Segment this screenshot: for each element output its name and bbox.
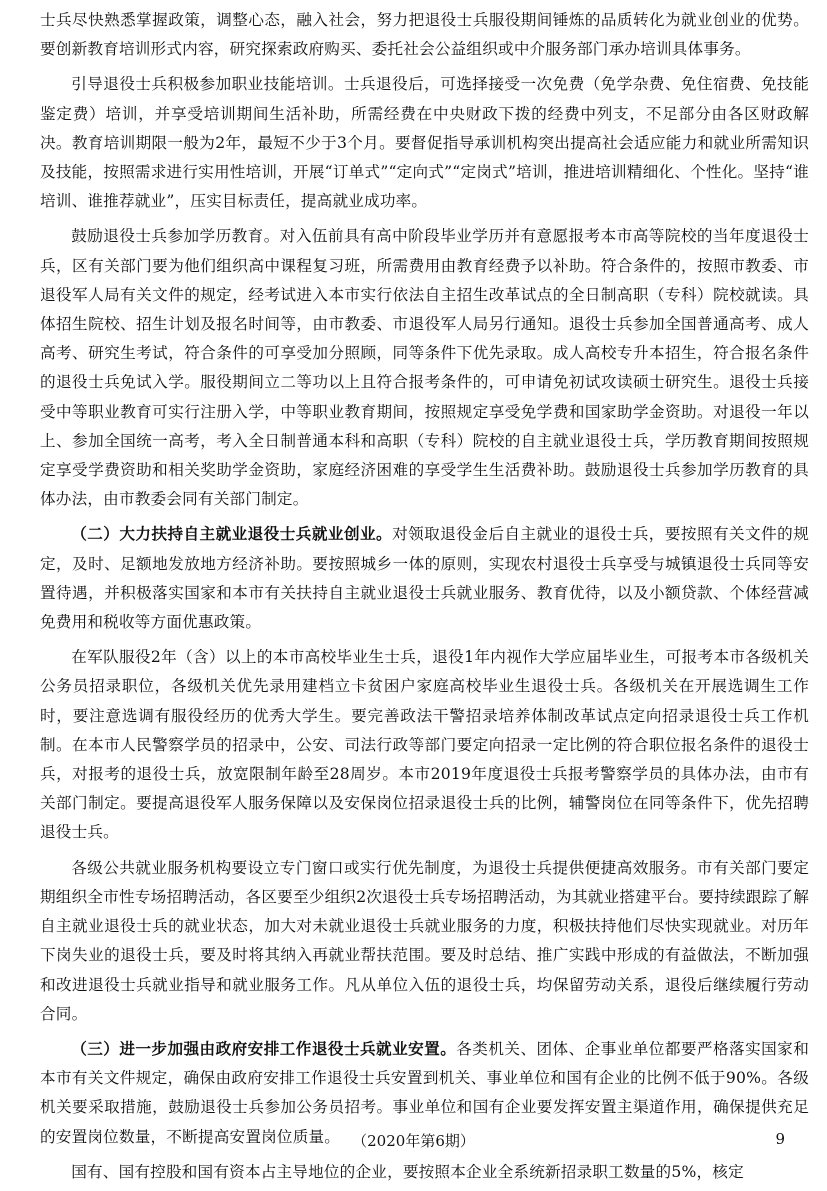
page-footer (0, 1130, 827, 1154)
page-number: 9 (775, 1130, 785, 1148)
section-heading: （二）大力扶持自主就业退役士兵就业创业。 (71, 525, 393, 544)
paragraph-2 (40, 70, 809, 216)
paragraph-1 (40, 6, 809, 64)
paragraph-8 (40, 1158, 809, 1187)
issue-label: （2020年第6期） (352, 1132, 475, 1150)
paragraph-text: 引导退役士兵积极参加职业技能培训。士兵退役后，可选择接受一次免费（免学杂费、免住宿费、免技能鉴定费）培训，并享受培训期间生活补助，所需经费在中央财政下拨的经费中列支，不足部分由各区财政解决。教育培训期限一般为2年，最短不少于3个月。要督促指导承训机构突出提高社会适应能力和就业所需知识及技能，按照需求进行实用性培训，开展“订单式”“定向式”“定岗式”培训，推进培训精细化、个性化。坚持“谁培训、谁推荐就业”，压实目标责任，提高就业成功率。 (40, 75, 809, 211)
document-body (40, 6, 809, 1191)
paragraph-3 (40, 222, 809, 514)
section-heading: （三）进一步加强由政府安排工作退役士兵就业安置。 (71, 1039, 457, 1058)
paragraph-text: 各类机关、团体、企事业单位都要严格落实国家和本市有关文件规定，确保由政府安排工作退役士兵安置到机关、事业单位和国有企业的比例不低于90%。各级机关要采取措施，鼓励退役士兵参加公务员招考。事业单位和国有企业要发挥安置主渠道作用，确保提供充足的安置岗位数量，不断提高安置岗位质量。 (40, 1039, 809, 1146)
paragraph-text: 士兵尽快熟悉掌握政策，调整心态，融入社会，努力把退役士兵服役期间锤炼的品质转化为就业创业的优势。要创新教育培训形式内容，研究探索政府购买、委托社会公益组织或中介服务部门承办培训具体事务。 (40, 11, 809, 59)
paragraph-5 (40, 643, 809, 847)
paragraph-6 (40, 854, 809, 1029)
paragraph-text: 鼓励退役士兵参加学历教育。对入伍前具有高中阶段毕业学历并有意愿报考本市高等院校的当年度退役士兵，区有关部门要为他们组织高中课程复习班，所需费用由教育经费予以补助。符合条件的，按照市教委、市退役军人局有关文件的规定，经考试进入本市实行依法自主招生改革试点的全日制高职（专科）院校就读。具体招生院校、招生计划及报名时间等，由市教委、市退役军人局另行通知。退役士兵参加全国普通高考、成人高考、研究生考试，符合条件的可享受加分照顾，同等条件下优先录取。成人高校专升本招生，符合报名条件的退役士兵免试入学。服役期间立二等功以上且符合报考条件的，可申请免初试攻读硕士研究生。退役士兵接受中等职业教育可实行注册入学，中等职业教育期间，按照规定享受免学费和国家助学金资助。对退役一年以上、参加全国统一高考，考入全日制普通本科和高职（专科）院校的自主就业退役士兵，学历教育期间按照规定享受学费资助和相关奖助学金资助，家庭经济困难的享受学生生活费补助。鼓励退役士兵参加学历教育的具体办法，由市教委会同有关部门制定。 (40, 227, 809, 509)
paragraph-text: 各级公共就业服务机构要设立专门窗口或实行优先制度，为退役士兵提供便捷高效服务。市有关部门要定期组织全市性专场招聘活动，各区要至少组织2次退役士兵专场招聘活动，为其就业搭建平台。要持续跟踪了解自主就业退役士兵的就业状态，加大对未就业退役士兵就业服务的力度，积极扶持他们尽快实现就业。对历年下岗失业的退役士兵，要及时将其纳入再就业帮扶范围。要及时总结、推广实践中形成的有益做法，不断加强和改进退役士兵就业指导和就业服务工作。凡从单位入伍的退役士兵，均保留劳动关系，退役后继续履行劳动合同。 (40, 858, 809, 1023)
paragraph-text: 国有、国有控股和国有资本占主导地位的企业，要按照本企业全系统新招录职工数量的5%，核定 (71, 1162, 744, 1181)
paragraph-text: 在军队服役2年（含）以上的本市高校毕业生士兵，退役1年内视作大学应届毕业生，可报考本市各级机关公务员招录职位，各级机关优先录用建档立卡贫困户家庭高校毕业生退役士兵。各级机关在开展选调生工作时，要注意选调有服役经历的优秀大学生。要完善政法干警招录培养体制改革试点定向招录退役士兵工作机制。在本市人民警察学员的招录中，公安、司法行政等部门要定向招录一定比例的符合职位报名条件的退役士兵，对报考的退役士兵，放宽限制年龄至28周岁。本市2019年度退役士兵报考警察学员的具体办法，由市有关部门制定。要提高退役军人服务保障以及安保岗位招录退役士兵的比例，辅警岗位在同等条件下，优先招聘退役士兵。 (40, 648, 809, 842)
paragraph-4 (40, 520, 809, 637)
paragraph-text: 对领取退役金后自主就业的退役士兵，要按照有关文件的规定，及时、足额地发放地方经济补助。要按照城乡一体的原则，实现农村退役士兵享受与城镇退役士兵同等安置待遇，并积极落实国家和本市有关扶持自主就业退役士兵就业服务、教育优待，以及小额贷款、个体经营减免费用和税收等方面优惠政策。 (40, 525, 809, 632)
